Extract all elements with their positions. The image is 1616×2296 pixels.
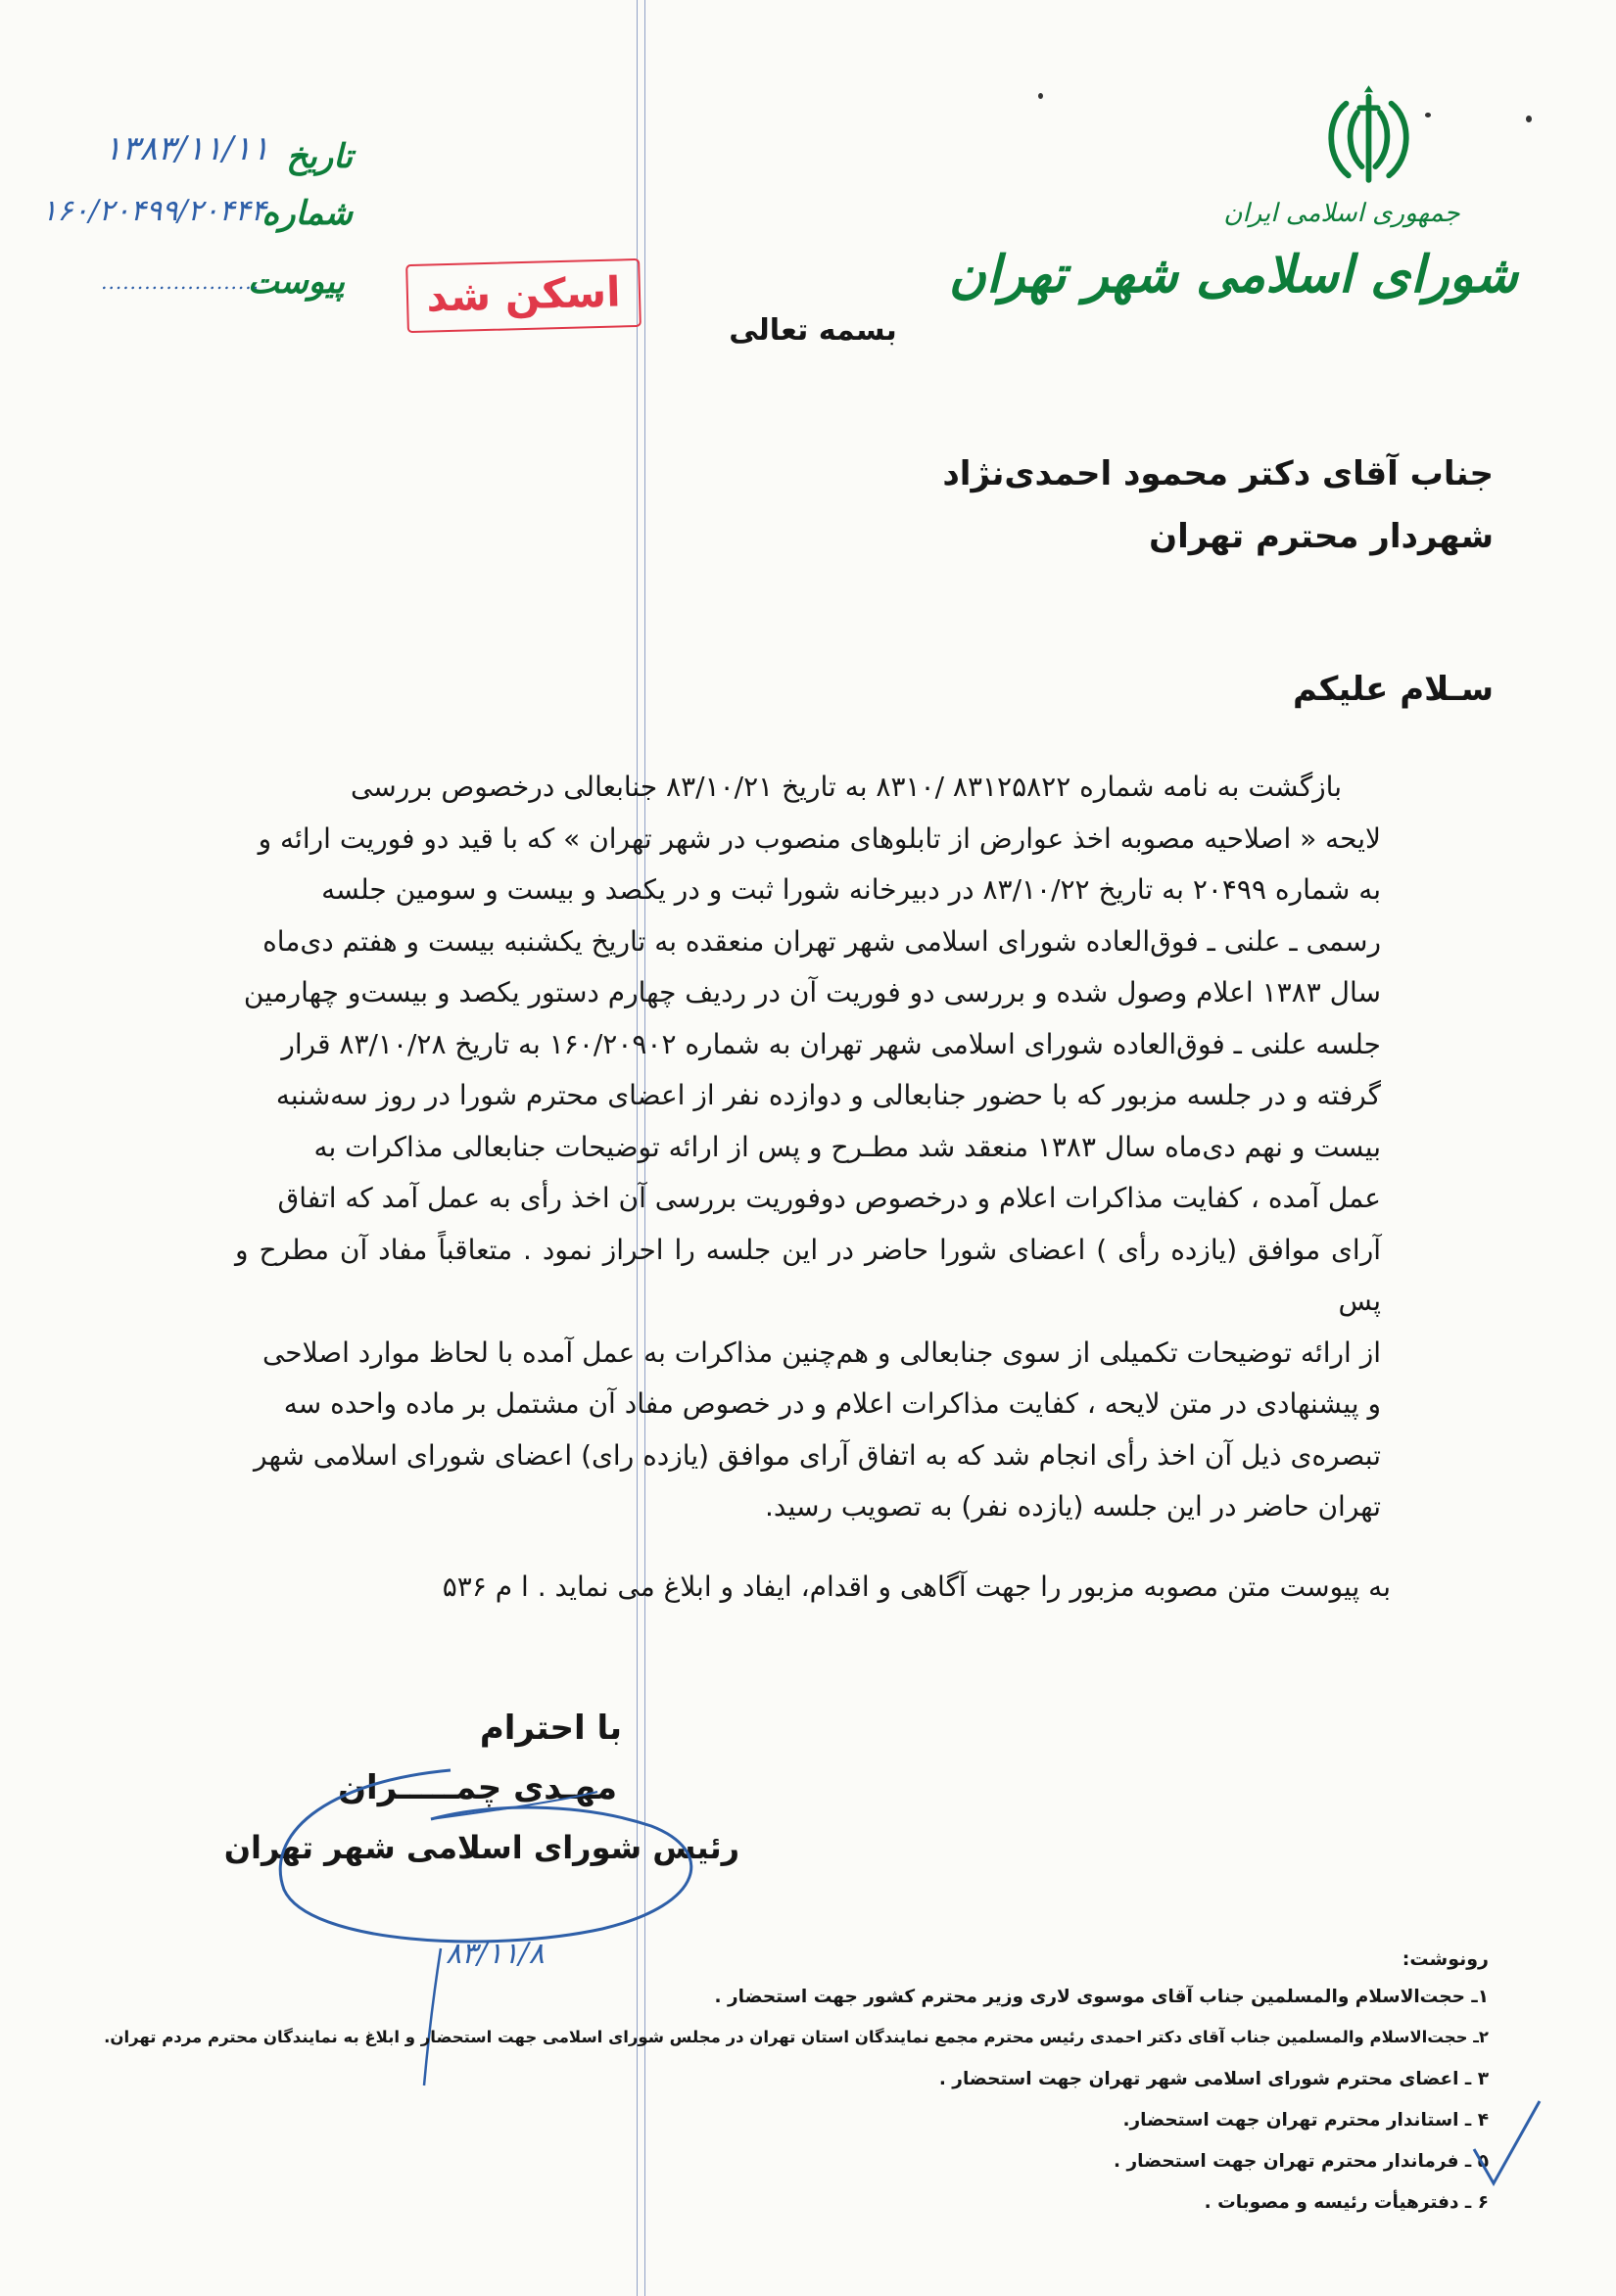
date-label: تاریخ — [286, 137, 353, 176]
attachment-value: ...................... — [101, 270, 260, 294]
recipient-title: شهردار محترم تهران — [1149, 517, 1494, 556]
paper-speck — [1526, 116, 1532, 122]
body-line: تبصره‌ی ذیل آن اخذ رأی انجام شد که به اتفاق آرای موافق (یازده رای) اعضای شورای اسلامی شهر — [254, 1438, 1381, 1472]
body-line: تهران حاضر در این جلسه (یازده نفر) به تصویب رسید. — [764, 1490, 1381, 1523]
scanned-stamp: اسکن شد — [405, 258, 642, 333]
body-line: از ارائه توضیحات تکمیلی از سوی جنابعالی و هم‌چنین مذاکرات به عمل آمده با لحاظ موارد اصلاحی — [261, 1335, 1381, 1369]
handwritten-date: ۸۳/۱۱/۸ — [446, 1937, 545, 1971]
number-label: شماره — [261, 194, 353, 233]
checkmark-icon — [1469, 2095, 1547, 2193]
council-name: شورای اسلامی شهر تهران — [948, 245, 1518, 305]
body-line: لایحه « اصلاحیه مصوبه اخذ عوارض از تابلوهای منصوب در شهر تهران » که با قید دو فوریت ارائه و — [258, 821, 1381, 855]
recipient-name: جناب آقای دکتر محمود احمدی‌نژاد — [942, 454, 1494, 493]
cc-label: رونوشت: — [1402, 1948, 1489, 1970]
body-line: رسمی ـ علنی ـ فوق‌العاده شورای اسلامی شهر تهران منعقده به تاریخ یکشنبه بیست و هفتم دی‌ماه — [262, 924, 1381, 958]
iran-emblem-icon — [1312, 83, 1425, 196]
body-line: عمل آمده ، کفایت مذاکرات اعلام و درخصوص دوفوریت بررسی آن اخذ رأی به عمل آمد که اتفاق — [277, 1182, 1381, 1214]
signer-title: رئیس شورای اسلامی شهر تهران — [223, 1829, 739, 1866]
body-line: گرفته و در جلسه مزبور که با حضور جنابعالی و دوازده نفر از اعضای محترم شورا در روز سه‌شنبه — [275, 1079, 1381, 1111]
cc-item: ۵ ـ فرماندار محترم تهران جهت استحضار . — [1114, 2151, 1489, 2172]
body-line: به شماره ۲۰۴۹۹ به تاریخ ۸۳/۱۰/۲۲ در دبیرخانه شورا ثبت و در یکصد و بیست و سومین جلسه — [321, 873, 1381, 906]
bismillah-heading: بسمه تعالی — [729, 313, 897, 348]
council-letterhead — [948, 83, 1518, 338]
body-line: جلسه علنی ـ فوق‌العاده شورای اسلامی شهر تهران به شماره ۱۶۰/۲۰۹۰۲ به تاریخ ۸۳/۱۰/۲۸ قرار — [281, 1027, 1381, 1060]
date-value: ۱۳۸۳/۱۱/۱۱ — [103, 129, 269, 168]
cc-item: ۲ـ حجت‌الاسلام والمسلمین جناب آقای دکتر احمدی رئیس محترم مجمع نمایندگان استان تهران در مجلس شورای اسلامی جهت استحضار و ابلاغ به نمایندگان محترم مردم تهران. — [104, 2028, 1489, 2046]
cc-item: ۴ ـ استاندار محترم تهران جهت استحضار. — [1122, 2110, 1489, 2131]
body-line: بازگشت به نامه شماره ۸۳۱۲۵۸۲۲ /۸۳۱۰ به تاریخ ۸۳/۱۰/۲۱ جنابعالی درخصوص بررسی — [350, 771, 1342, 803]
paper-speck — [1038, 93, 1043, 99]
body-line: و پیشنهادی در متن لایحه ، کفایت مذاکرات اعلام و در خصوص مفاد آن مشتمل بر ماده واحده سه — [283, 1387, 1381, 1420]
state-name: جمهوری اسلامی ایران — [1223, 199, 1460, 228]
cc-item: ۱ـ حجت‌الاسلام والمسلمین جناب آقای موسوی لاری وزیر محترم کشور جهت استحضار . — [714, 1987, 1489, 2007]
closing-line: به پیوست متن مصوبه مزبور را جهت آگاهی و اقدام، ایفاد و ابلاغ می نماید . ا م ۵۳۶ — [442, 1570, 1391, 1603]
attachment-label: پیوست — [247, 262, 345, 302]
letter-body — [235, 762, 1381, 1533]
greeting: سـلام علیکم — [1292, 670, 1494, 709]
body-line: آرای موافق (یازده رأی ) اعضای شورا حاضر در این جلسه را احراز نمود . متعاقباً مفاد آن مطرح و پس — [235, 1233, 1381, 1317]
signer-name: مهـدی چمـــــران — [338, 1768, 617, 1807]
cc-item: ۳ ـ اعضای محترم شورای اسلامی شهر تهران جهت استحضار . — [938, 2069, 1489, 2089]
letter-meta — [41, 127, 353, 323]
ink-stroke — [416, 1944, 455, 2090]
signature-salutation: با احترام — [479, 1709, 622, 1748]
body-line: سال ۱۳۸۳ اعلام وصول شده و بررسی دو فوریت آن در ردیف چهارم دستور یکصد و بیست‌و چهارمین — [243, 976, 1381, 1008]
body-line: بیست و نهم دی‌ماه سال ۱۳۸۳ منعقد شد مطـرح و پس از ارائه توضیحات جنابعالی مذاکرات به — [313, 1130, 1381, 1163]
number-value: ۱۶۰/۲۰۴۹۹/۲۰۴۴۴ — [41, 194, 266, 228]
cc-item: ۶ ـ دفترهیأت رئیسه و مصوبات . — [1204, 2192, 1489, 2213]
